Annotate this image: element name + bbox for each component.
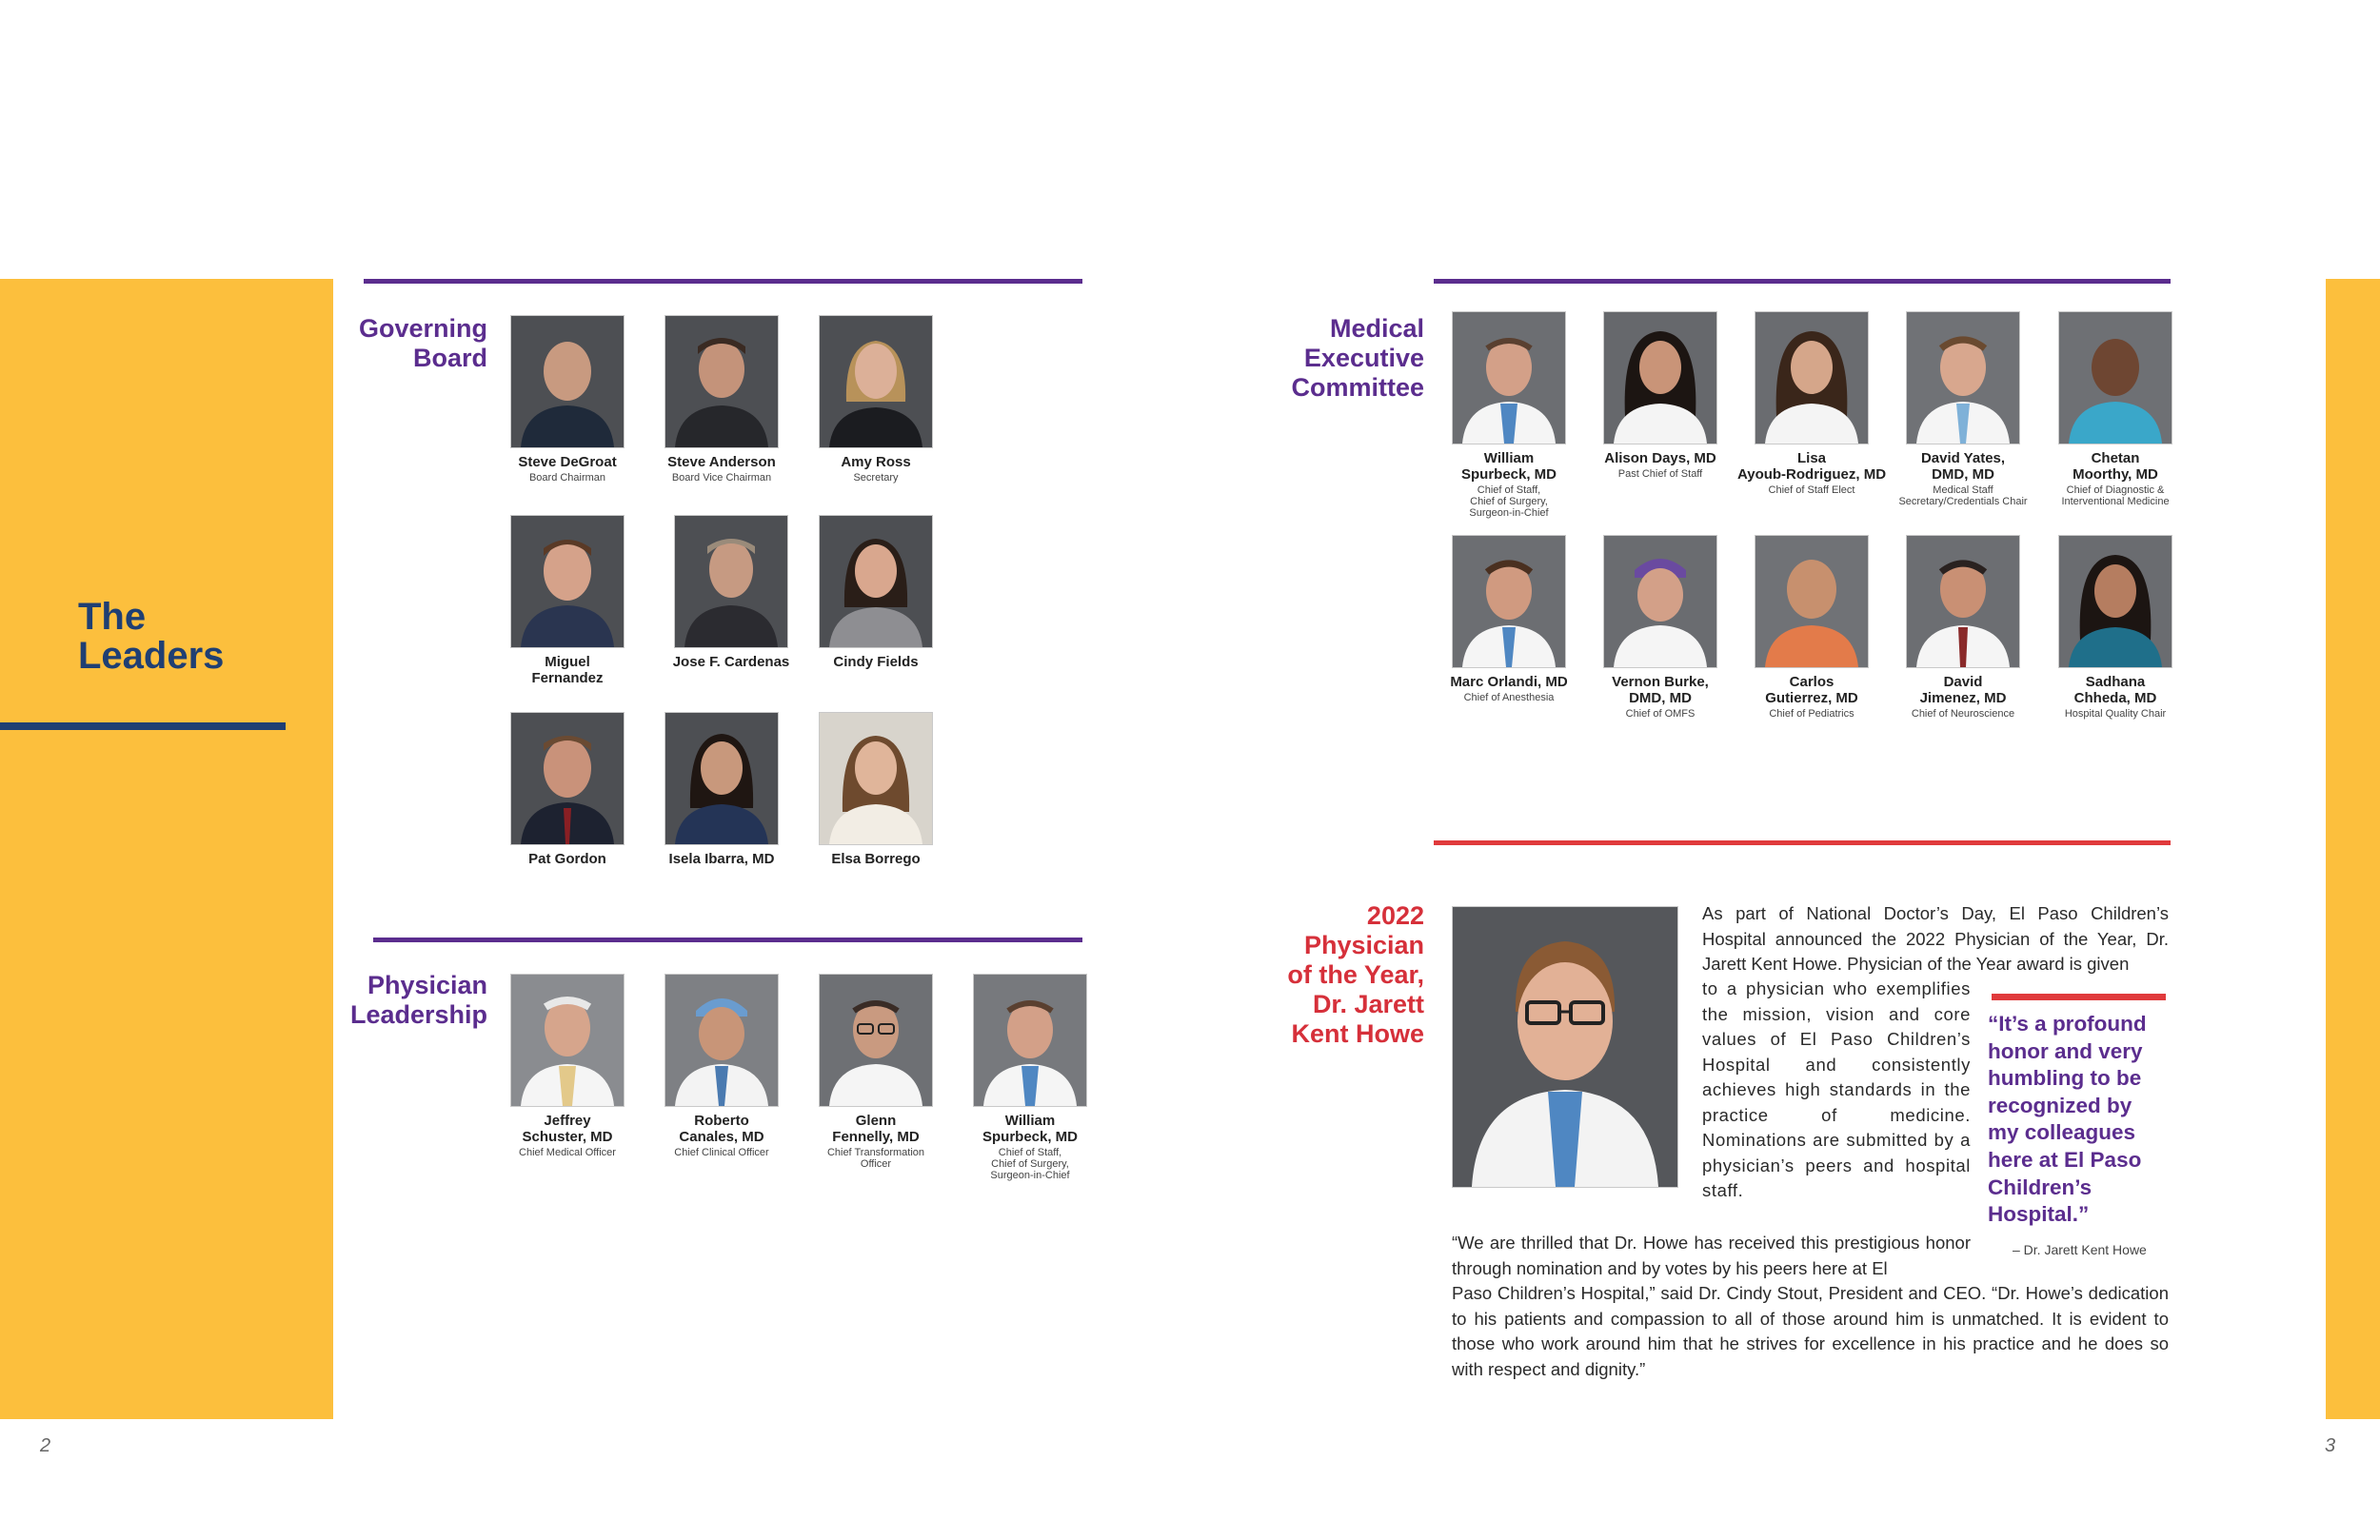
- committee-member-card: [1735, 312, 1888, 496]
- member-name: William Spurbeck, MD: [1460, 450, 1557, 483]
- headshot-photo: [1755, 312, 1868, 444]
- physician-leader-card: [800, 975, 952, 1170]
- leaders-title: The Leaders: [78, 596, 225, 677]
- committee-member-card: [2039, 536, 2192, 720]
- headshot-photo: [665, 316, 778, 447]
- member-title: Chief of Neuroscience: [1911, 708, 2015, 720]
- member-name: Sadhana Chheda, MD: [2073, 674, 2157, 706]
- member-name: Miguel Fernandez: [531, 654, 604, 686]
- member-name: Isela Ibarra, MD: [668, 851, 775, 867]
- member-name: Alison Days, MD: [1604, 450, 1716, 466]
- member-name: Glenn Fennelly, MD: [832, 1113, 920, 1145]
- member-title: Chief Clinical Officer: [674, 1147, 769, 1158]
- headshot-photo: [1453, 536, 1565, 667]
- member-name: Marc Orlandi, MD: [1450, 674, 1568, 690]
- member-name: Chetan Moorthy, MD: [2073, 450, 2158, 483]
- headshot-photo: [1907, 312, 2019, 444]
- headshot-photo: [1755, 536, 1868, 667]
- headshot-photo: [2059, 312, 2172, 444]
- board-member-card: [800, 316, 952, 484]
- member-title: Chief of Pediatrics: [1769, 708, 1854, 720]
- member-title: Chief of Staff Elect: [1768, 484, 1855, 496]
- physician-of-year-title: 2022 Physician of the Year, Dr. Jarett Kent Howe: [1287, 901, 1424, 1048]
- headshot-photo: [820, 975, 932, 1106]
- member-title: Past Chief of Staff: [1617, 468, 1703, 480]
- physician-leader-card: [645, 975, 798, 1158]
- member-title: Chief Medical Officer: [519, 1147, 616, 1158]
- committee-member-card: [1584, 312, 1736, 480]
- physician-leader-card: [491, 975, 644, 1158]
- member-name: David Jimenez, MD: [1919, 674, 2007, 706]
- member-title: Chief of Staff, Chief of Surgery, Surgeon-in-Chief: [1469, 484, 1549, 519]
- physician-of-year-photo: [1453, 907, 1677, 1187]
- committee-member-card: [1584, 536, 1736, 720]
- member-name: David Yates, DMD, MD: [1920, 450, 2006, 483]
- quote-attribution: – Dr. Jarett Kent Howe: [2013, 1242, 2147, 1257]
- headshot-photo: [1453, 312, 1565, 444]
- poy-paragraph-bottom-narrow: “We are thrilled that Dr. Howe has received this prestigious honor through nomination and by votes by his peers here at El: [1452, 1233, 1971, 1278]
- governing-board-title: Governing Board: [358, 314, 487, 372]
- headshot-photo: [675, 516, 787, 647]
- committee-member-card: [2039, 312, 2192, 507]
- page-number-left: 2: [40, 1435, 51, 1456]
- board-member-card: [645, 713, 798, 867]
- headshot-photo: [974, 975, 1086, 1106]
- medical-executive-rule: [1434, 279, 2171, 284]
- board-member-card: [491, 516, 644, 686]
- board-member-card: [655, 516, 807, 670]
- member-name: Amy Ross: [841, 454, 911, 470]
- member-title: Chief of Diagnostic & Interventional Medicine: [2061, 484, 2170, 507]
- member-title: Chief of Staff, Chief of Surgery, Surgeon-in-Chief: [990, 1147, 1070, 1181]
- page-number-right: 3: [2325, 1435, 2336, 1456]
- physician-leadership-rule: [373, 938, 1082, 942]
- member-name: Pat Gordon: [528, 851, 606, 867]
- member-name: Roberto Canales, MD: [679, 1113, 764, 1145]
- committee-member-card: [1887, 536, 2039, 720]
- left-yellow-band: [0, 279, 333, 1419]
- poy-paragraph-top: As part of National Doctor’s Day, El Paso Children’s Hospital announced the 2022 Physician of the Year, Dr. Jarett Kent Howe. Physician of the Year award is given: [1702, 903, 2169, 974]
- board-member-card: [800, 713, 952, 867]
- member-title: Board Chairman: [528, 472, 606, 484]
- quote-rule: [1992, 994, 2166, 1000]
- member-name: Cindy Fields: [833, 654, 919, 670]
- board-member-card: [491, 316, 644, 484]
- member-name: Jose F. Cardenas: [672, 654, 790, 670]
- committee-member-card: [1433, 312, 1585, 519]
- governing-board-rule: [364, 279, 1082, 284]
- committee-member-card: [1735, 536, 1888, 720]
- member-name: Steve DeGroat: [518, 454, 617, 470]
- member-title: Medical Staff Secretary/Credentials Chair: [1898, 484, 2028, 507]
- headshot-photo: [820, 516, 932, 647]
- headshot-photo: [2059, 536, 2172, 667]
- board-member-card: [800, 516, 952, 670]
- headshot-photo: [1604, 536, 1716, 667]
- physician-leader-card: [954, 975, 1106, 1181]
- headshot-photo: [665, 975, 778, 1106]
- headshot-photo: [511, 713, 624, 844]
- headshot-photo: [511, 975, 624, 1106]
- member-title: Board Vice Chairman: [671, 472, 772, 484]
- headshot-photo: [1604, 312, 1716, 444]
- member-title: Hospital Quality Chair: [2064, 708, 2167, 720]
- member-name: Carlos Gutierrez, MD: [1765, 674, 1858, 706]
- poy-paragraph-narrow: to a physician who exemplifies the mission, vision and core values of El Paso Children’s Hospital and consistently achieves high standards in the practice of medicine. Nominations are submitted by a physician’s peers and hospital staff.: [1702, 978, 1971, 1200]
- physician-of-year-rule: [1434, 840, 2171, 845]
- headshot-photo: [1907, 536, 2019, 667]
- member-title: Secretary: [853, 472, 899, 484]
- leaders-title-rule: [0, 722, 286, 730]
- member-name: Vernon Burke, DMD, MD: [1612, 674, 1709, 706]
- member-name: Jeffrey Schuster, MD: [522, 1113, 613, 1145]
- poy-paragraph-bottom-wide: Paso Children’s Hospital,” said Dr. Cindy Stout, President and CEO. “Dr. Howe’s dedication to his patients and compassion to all of those around him is unmatched. It is evident to those who work around him that he strives for excellence in his practice and he does so with respect and dignity.”: [1452, 1283, 2169, 1379]
- headshot-photo: [820, 316, 932, 447]
- committee-member-card: [1887, 312, 2039, 507]
- member-title: Chief Transformation Officer: [826, 1147, 925, 1170]
- member-title: Chief of Anesthesia: [1463, 692, 1555, 703]
- board-member-card: [491, 713, 644, 867]
- right-yellow-band: [2326, 279, 2380, 1419]
- pull-quote: “It’s a profound honor and very humbling to be recognized by my colleagues here at El Paso Children’s Hospital.”: [1988, 1012, 2147, 1227]
- medical-executive-committee-title: Medical Executive Committee: [1291, 314, 1424, 402]
- member-title: Chief of OMFS: [1625, 708, 1696, 720]
- board-member-card: [645, 316, 798, 484]
- headshot-photo: [665, 713, 778, 844]
- member-name: Lisa Ayoub-Rodriguez, MD: [1736, 450, 1887, 483]
- headshot-photo: [511, 516, 624, 647]
- member-name: Steve Anderson: [667, 454, 776, 470]
- member-name: William Spurbeck, MD: [982, 1113, 1079, 1145]
- physician-leadership-title: Physician Leadership: [349, 971, 487, 1029]
- committee-member-card: [1433, 536, 1585, 703]
- headshot-photo: [511, 316, 624, 447]
- headshot-photo: [820, 713, 932, 844]
- member-name: Elsa Borrego: [831, 851, 921, 867]
